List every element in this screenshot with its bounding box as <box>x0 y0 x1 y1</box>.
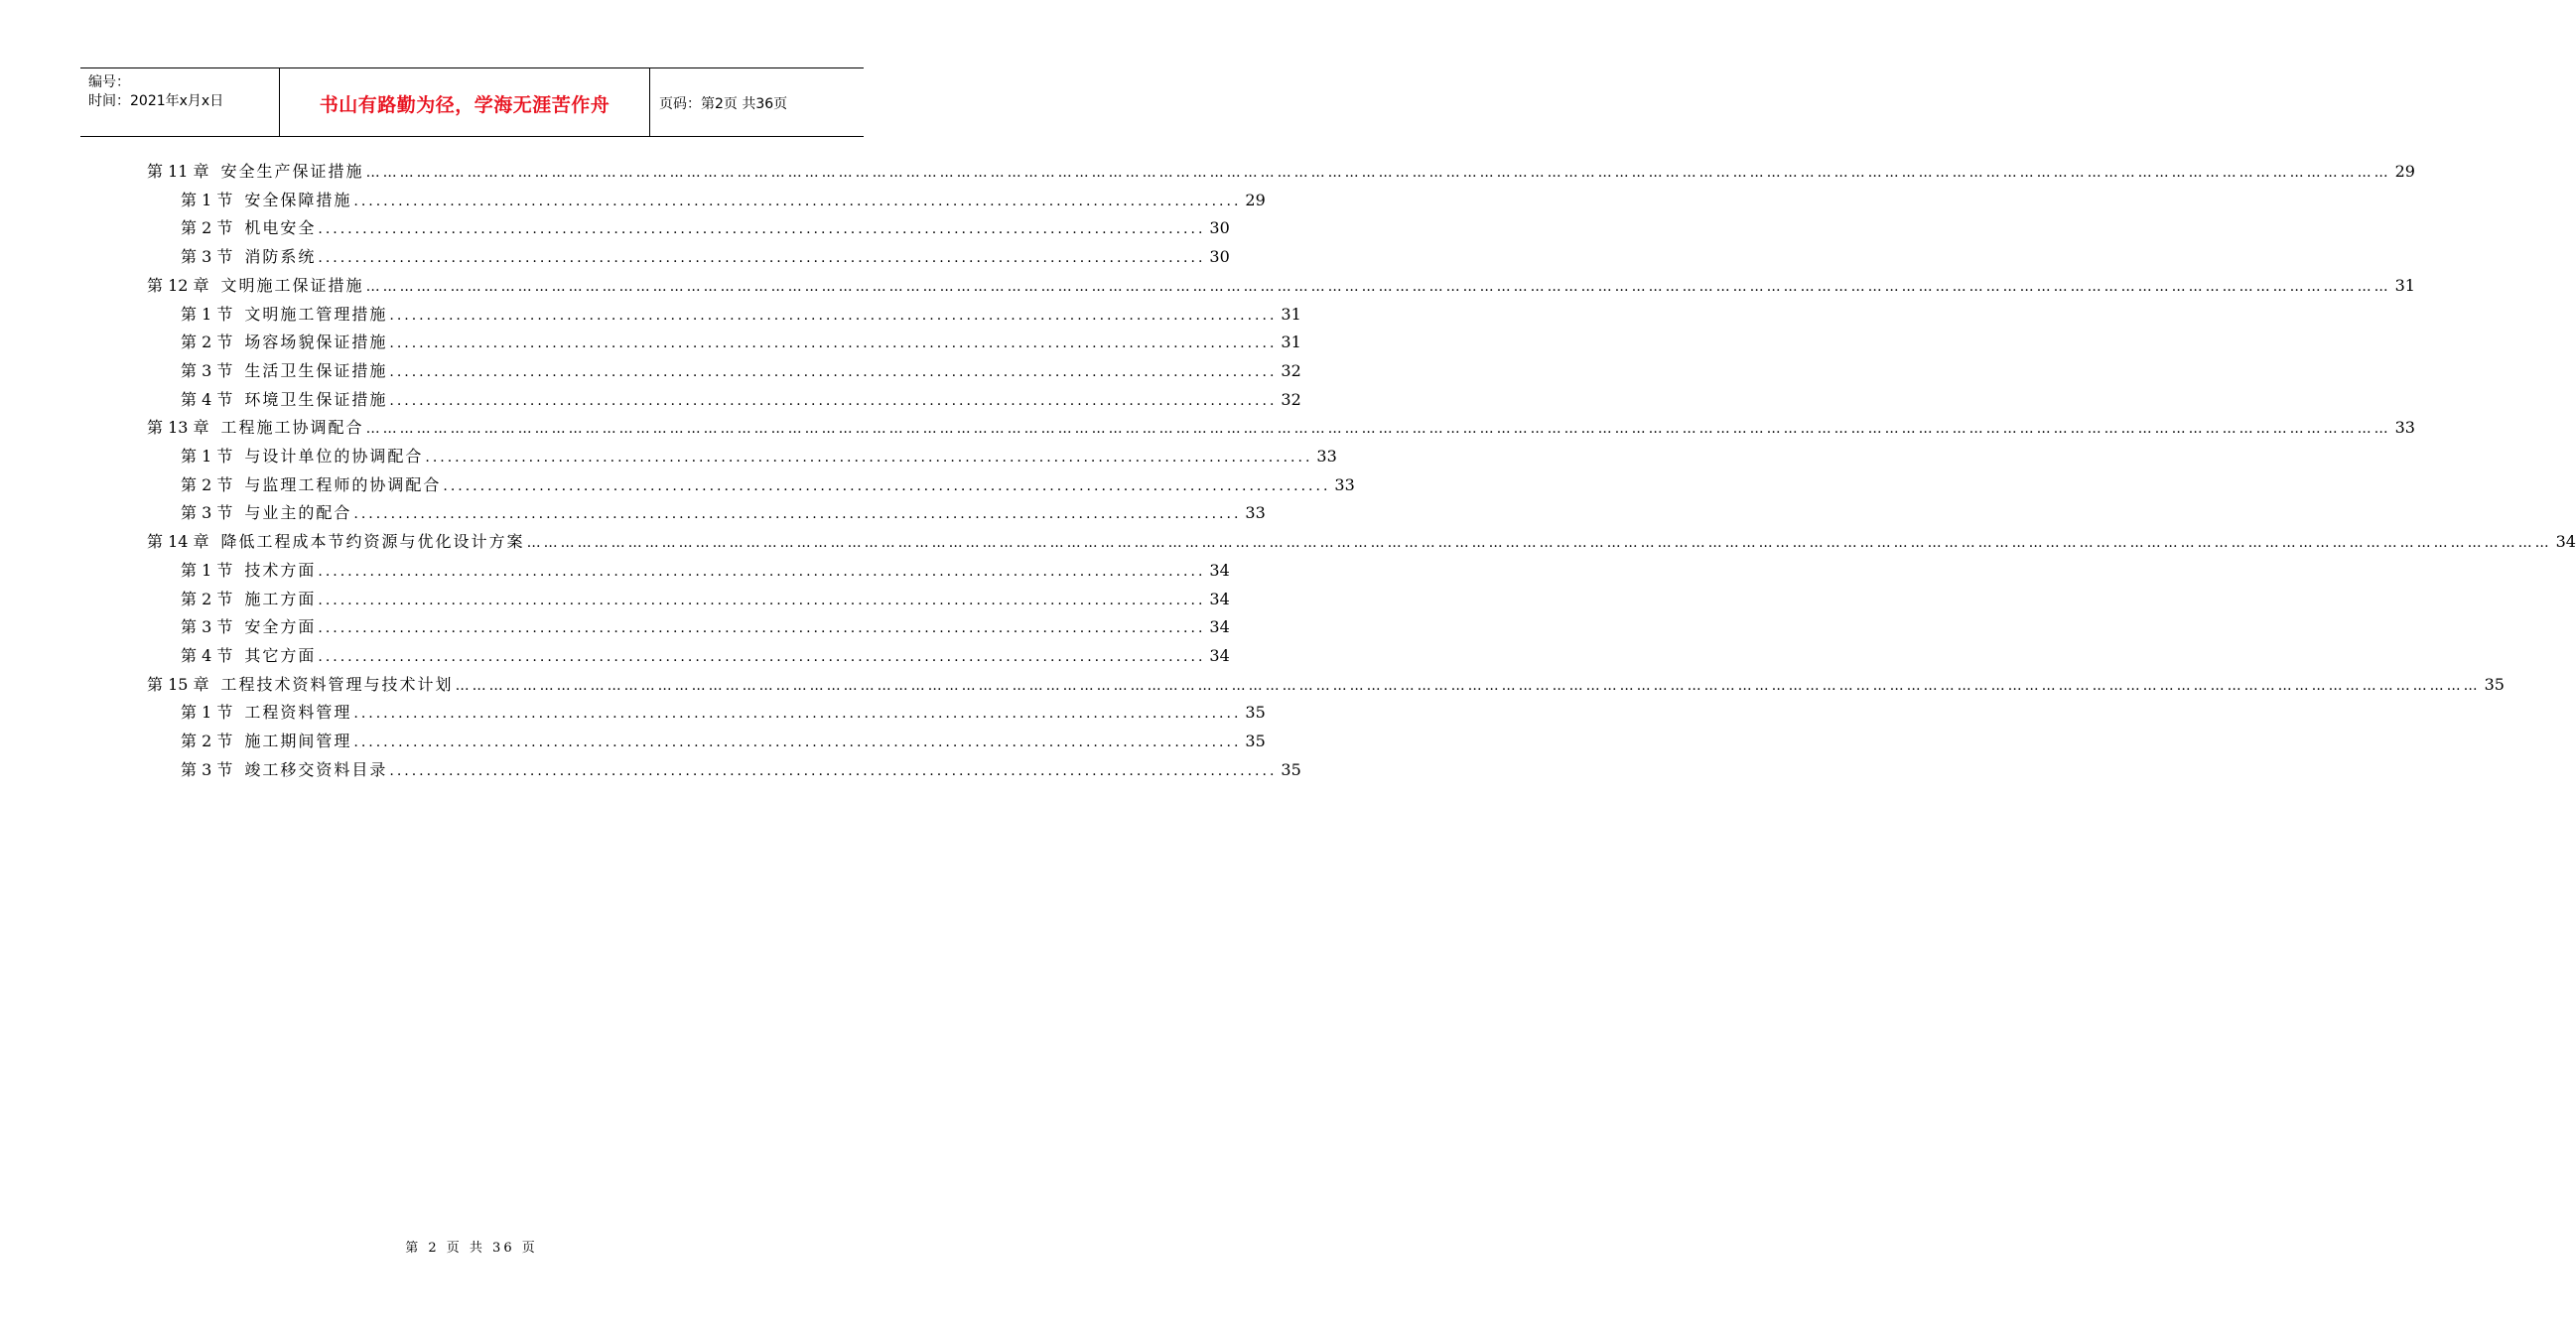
document-date-label: 时间：2021年x月x日 <box>88 93 224 109</box>
toc-entry-page: 32 <box>1281 389 1301 409</box>
toc-entry-title: 文明施工管理措施 <box>244 304 388 324</box>
toc-entry-number: 第 2 节 <box>181 474 233 494</box>
toc-entry-number: 第 1 节 <box>181 304 233 324</box>
toc-entry-page: 32 <box>1281 360 1301 380</box>
toc-entry-number: 第 4 节 <box>181 645 233 665</box>
toc-dot-leader: ........................................................................................................................ <box>389 363 1278 380</box>
toc-chapter-entry[interactable] <box>147 159 2415 187</box>
toc-dot-leader: ……………………………………………………………………………………………………………………………………………………………………………………………………………………………………………………………………………………………………………………………… <box>526 535 2552 552</box>
toc-section-entry[interactable] <box>181 387 1301 415</box>
toc-entry-title: 与监理工程师的协调配合 <box>244 474 442 494</box>
toc-section-entry[interactable] <box>181 188 1266 215</box>
toc-entry-page: 30 <box>1209 247 1230 267</box>
toc-dot-leader: ........................................................................................................................ <box>318 221 1206 238</box>
toc-entry-number: 第 1 节 <box>181 560 233 580</box>
toc-entry-title: 工程施工协调配合 <box>220 418 364 438</box>
toc-section-entry[interactable] <box>181 558 1230 586</box>
toc-entry-page: 33 <box>1334 474 1355 494</box>
toc-dot-leader: ……………………………………………………………………………………………………………………………………………………………………………………………………………………………………………………………………………………………………………………………… <box>365 421 2391 438</box>
toc-entry-number: 第 3 节 <box>181 617 233 637</box>
toc-dot-leader: ........................................................................................................................ <box>318 648 1206 665</box>
toc-entry-title: 机电安全 <box>244 218 317 238</box>
toc-dot-leader: ……………………………………………………………………………………………………………………………………………………………………………………………………………………………………………………………………………………………………………………………… <box>365 165 2391 181</box>
toc-entry-page: 29 <box>2394 162 2415 181</box>
toc-entry-number: 第 1 节 <box>181 447 233 466</box>
toc-entry-title: 施工方面 <box>244 589 317 608</box>
toc-entry-page: 33 <box>1316 447 1337 466</box>
toc-entry-page: 31 <box>1281 304 1301 324</box>
toc-section-entry[interactable] <box>181 358 1301 386</box>
toc-section-entry[interactable] <box>181 330 1301 357</box>
toc-entry-title: 其它方面 <box>244 645 317 665</box>
toc-section-entry[interactable] <box>181 757 1301 785</box>
toc-entry-number: 第 11 章 <box>147 162 209 181</box>
toc-entry-number: 第 2 节 <box>181 732 233 750</box>
toc-entry-title: 与业主的配合 <box>244 503 352 523</box>
toc-entry-page: 35 <box>1281 759 1301 779</box>
toc-entry-number: 第 3 节 <box>181 759 233 779</box>
toc-dot-leader: ........................................................................................................................ <box>389 392 1278 409</box>
toc-entry-title: 降低工程成本节约资源与优化设计方案 <box>220 532 525 552</box>
toc-entry-number: 第 2 节 <box>181 333 233 352</box>
toc-entry-title: 施工期间管理 <box>244 732 352 750</box>
toc-entry-page: 34 <box>1209 645 1230 665</box>
toc-dot-leader: ........................................................................................................................ <box>425 450 1313 466</box>
toc-entry-page: 29 <box>1245 190 1266 209</box>
toc-section-entry[interactable] <box>181 587 1230 614</box>
toc-entry-title: 场容场貌保证措施 <box>244 333 388 352</box>
toc-entry-title: 环境卫生保证措施 <box>244 389 388 409</box>
toc-chapter-entry[interactable] <box>147 672 2505 700</box>
toc-dot-leader: ........................................................................................................................ <box>318 250 1206 267</box>
toc-entry-title: 安全生产保证措施 <box>220 162 364 181</box>
header-left-cell <box>80 68 279 136</box>
toc-section-entry[interactable] <box>181 500 1266 528</box>
toc-entry-page: 35 <box>2484 674 2505 694</box>
toc-entry-title: 安全保障措施 <box>244 190 352 209</box>
toc-chapter-entry[interactable] <box>147 273 2415 301</box>
toc-entry-number: 第 1 节 <box>181 190 233 209</box>
toc-section-entry[interactable] <box>181 244 1230 272</box>
toc-entry-number: 第 2 节 <box>181 218 233 238</box>
toc-entry-title: 与设计单位的协调配合 <box>244 447 424 466</box>
toc-entry-page: 34 <box>1209 589 1230 608</box>
toc-section-entry[interactable] <box>181 472 1355 500</box>
toc-dot-leader: ........................................................................................................................ <box>389 307 1278 324</box>
toc-entry-page: 31 <box>1281 333 1301 352</box>
toc-entry-title: 工程技术资料管理与技术计划 <box>220 674 454 694</box>
toc-entry-title: 技术方面 <box>244 560 317 580</box>
toc-chapter-entry[interactable] <box>147 529 2576 557</box>
toc-entry-number: 第 14 章 <box>147 532 209 552</box>
toc-section-entry[interactable] <box>181 614 1230 642</box>
toc-section-entry[interactable] <box>181 700 1266 728</box>
toc-entry-number: 第 2 节 <box>181 589 233 608</box>
toc-section-entry[interactable] <box>181 643 1230 671</box>
toc-entry-page: 33 <box>2394 418 2415 438</box>
toc-dot-leader: ........................................................................................................................ <box>318 563 1206 580</box>
toc-dot-leader: ........................................................................................................................ <box>318 592 1206 608</box>
toc-entry-page: 31 <box>2394 275 2415 295</box>
document-code-label: 编号： <box>88 74 130 90</box>
toc-entry-number: 第 1 节 <box>181 703 233 723</box>
toc-entry-title: 文明施工保证措施 <box>220 275 364 295</box>
toc-entry-page: 35 <box>1245 703 1266 723</box>
toc-entry-title: 安全方面 <box>244 617 317 637</box>
toc-dot-leader: ........................................................................................................................ <box>353 706 1242 723</box>
header-center-cell <box>279 68 650 136</box>
toc-dot-leader: ........................................................................................................................ <box>353 193 1242 209</box>
header-right-cell <box>649 68 864 136</box>
toc-dot-leader: ……………………………………………………………………………………………………………………………………………………………………………………………………………………………………………………………………………………………………………………………… <box>455 677 2481 694</box>
toc-entry-title: 消防系统 <box>244 247 317 267</box>
toc-dot-leader: ........................................................................................................................ <box>353 506 1242 523</box>
toc-dot-leader: ........................................................................................................................ <box>443 477 1331 494</box>
toc-dot-leader: ........................................................................................................................ <box>353 734 1242 750</box>
toc-entry-page: 35 <box>1245 732 1266 750</box>
toc-dot-leader: ........................................................................................................................ <box>318 620 1206 637</box>
toc-entry-page: 30 <box>1209 218 1230 238</box>
toc-dot-leader: ........................................................................................................................ <box>389 335 1278 352</box>
toc-entry-number: 第 4 节 <box>181 389 233 409</box>
header-page-info: 页码：第2页 共36页 <box>659 96 788 112</box>
toc-entry-number: 第 15 章 <box>147 674 209 694</box>
toc-entry-number: 第 3 节 <box>181 360 233 380</box>
toc-entry-number: 第 12 章 <box>147 275 209 295</box>
toc-entry-page: 34 <box>1209 560 1230 580</box>
toc-dot-leader: ……………………………………………………………………………………………………………………………………………………………………………………………………………………………………………………………………………………………………………………………… <box>365 278 2391 295</box>
toc-entry-page: 34 <box>1209 617 1230 637</box>
toc-section-entry[interactable] <box>181 302 1301 330</box>
toc-entry-title: 竣工移交资料目录 <box>244 759 388 779</box>
toc-section-entry[interactable] <box>181 444 1337 471</box>
toc-entry-number: 第 3 节 <box>181 247 233 267</box>
toc-entry-title: 生活卫生保证措施 <box>244 360 388 380</box>
toc-dot-leader: ........................................................................................................................ <box>389 762 1278 779</box>
toc-entry-number: 第 3 节 <box>181 503 233 523</box>
page-header <box>80 67 864 137</box>
toc-section-entry[interactable] <box>181 729 1266 756</box>
toc-section-entry[interactable] <box>181 215 1230 243</box>
page-footer: 第 2 页 共 36 页 <box>405 1241 538 1256</box>
toc-chapter-entry[interactable] <box>147 415 2415 443</box>
toc-entry-title: 工程资料管理 <box>244 703 352 723</box>
toc-entry-number: 第 13 章 <box>147 418 209 438</box>
toc-entry-page: 34 <box>2555 532 2576 552</box>
toc-entry-page: 33 <box>1245 503 1266 523</box>
header-motto: 书山有路勤为径，学海无涯苦作舟 <box>319 94 610 116</box>
